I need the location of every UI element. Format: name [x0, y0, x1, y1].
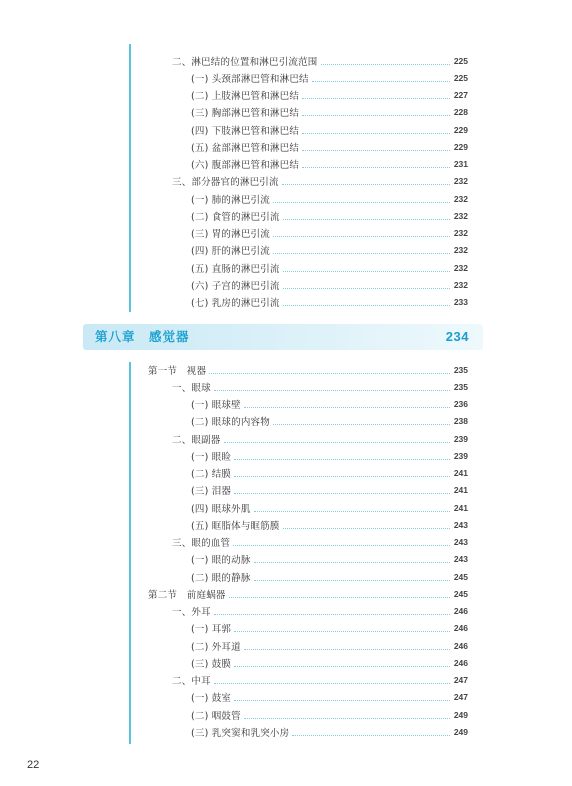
toc-entry-title: (二) 眼的静脉	[191, 572, 251, 584]
toc-entry[interactable]	[191, 138, 468, 155]
toc-entry-page-number: 239	[453, 450, 468, 461]
toc-entry-page-number: 228	[453, 107, 468, 118]
dot-leader	[234, 699, 450, 701]
toc-entry-title: (二) 咽鼓管	[191, 710, 241, 722]
toc-entry[interactable]	[191, 637, 468, 654]
dot-leader	[292, 734, 449, 736]
dot-leader	[283, 218, 450, 220]
toc-entry-page-number: 229	[453, 141, 468, 152]
top-section-marker-bar	[129, 44, 131, 312]
toc-entry-title: (五) 盆部淋巴管和淋巴结	[191, 142, 300, 154]
dot-leader	[209, 372, 450, 374]
toc-entry-title: (一) 肺的淋巴引流	[191, 194, 270, 206]
toc-entry-page-number: 249	[453, 726, 468, 737]
dot-leader	[282, 183, 450, 185]
dot-leader	[244, 648, 450, 650]
dot-leader	[302, 97, 450, 99]
toc-entry[interactable]	[172, 672, 468, 689]
toc-entry-title: 二、眼副器	[172, 434, 221, 446]
toc-entry-page-number: 232	[453, 262, 468, 273]
dot-leader	[273, 252, 450, 254]
chapter-title: 第八章 感觉器	[95, 329, 190, 344]
dot-leader	[214, 682, 450, 684]
toc-entry-title: (五) 直肠的淋巴引流	[191, 263, 280, 275]
dot-leader	[254, 579, 450, 581]
toc-entry[interactable]	[172, 534, 468, 551]
toc-entry-title: (七) 乳房的淋巴引流	[191, 298, 280, 309]
toc-entry-page-number: 232	[453, 228, 468, 238]
toc-entry-page-number: 232	[453, 279, 468, 290]
toc-entry[interactable]	[191, 620, 468, 637]
toc-entry[interactable]	[191, 276, 468, 293]
toc-entry[interactable]	[172, 52, 468, 69]
toc-entry-page-number: 247	[453, 675, 468, 685]
dot-leader	[273, 235, 450, 237]
toc-entry[interactable]	[148, 585, 468, 602]
dot-leader	[302, 114, 450, 116]
toc-entry-title: (三) 泪器	[191, 486, 232, 498]
toc-entry-page-number: 225	[453, 72, 468, 83]
dot-leader	[312, 80, 450, 82]
toc-entry[interactable]	[191, 225, 468, 242]
toc-entry-page-number: 246	[453, 606, 468, 616]
dot-leader	[302, 166, 450, 168]
toc-entry-page-number: 241	[453, 485, 468, 496]
toc-entry-title: (二) 上肢淋巴管和淋巴结	[191, 91, 300, 102]
toc-entry-title: (一) 耳郭	[191, 624, 232, 636]
toc-entry-title: (一) 眼睑	[191, 451, 232, 463]
toc-entry-title: (二) 结膜	[191, 469, 232, 480]
page-folio: 22	[27, 759, 40, 771]
dot-leader	[283, 304, 450, 306]
toc-entry-title: 二、中耳	[172, 676, 211, 687]
toc-entry[interactable]	[191, 207, 468, 224]
toc-entry-title: (四) 眼球外肌	[191, 503, 251, 515]
toc-entry-page-number: 243	[453, 537, 468, 547]
dot-leader	[302, 132, 450, 134]
toc-entry[interactable]	[191, 499, 468, 516]
toc-entry-page-number: 238	[453, 416, 468, 427]
dot-leader	[283, 287, 450, 289]
dot-leader	[214, 389, 450, 391]
toc-entry[interactable]	[172, 603, 468, 620]
dot-leader	[224, 441, 450, 443]
toc-entry-page-number: 243	[453, 519, 468, 530]
dot-leader	[234, 665, 450, 667]
toc-entry[interactable]	[191, 447, 468, 464]
toc-entry-page-number: 232	[453, 245, 468, 256]
toc-entry-page-number: 235	[453, 364, 468, 375]
dot-leader	[234, 492, 450, 494]
toc-entry-title: (一) 头颈部淋巴管和淋巴结	[191, 73, 309, 85]
toc-entry[interactable]	[191, 551, 468, 568]
toc-entry-title: (三) 胃的淋巴引流	[191, 229, 270, 240]
toc-entry-page-number: 232	[453, 176, 468, 187]
bottom-section-marker-bar	[129, 362, 131, 744]
toc-entry[interactable]	[191, 568, 468, 585]
dot-leader	[214, 613, 450, 615]
toc-entry-page-number: 245	[453, 588, 468, 599]
dot-leader	[283, 270, 450, 272]
toc-entry-title: (三) 乳突窦和乳突小房	[191, 727, 290, 739]
dot-leader	[273, 201, 450, 203]
toc-entry[interactable]	[191, 516, 468, 533]
toc-entry-title: (二) 眼球的内容物	[191, 417, 270, 429]
toc-entry-title: (一) 眼球壁	[191, 400, 241, 411]
toc-entry-title: (二) 食管的淋巴引流	[191, 211, 280, 223]
dot-leader	[229, 596, 450, 598]
toc-entry[interactable]	[191, 413, 468, 430]
toc-entry-page-number: 243	[453, 554, 468, 565]
dot-leader	[254, 561, 450, 563]
dot-leader	[321, 63, 450, 65]
toc-entry[interactable]	[191, 723, 468, 740]
dot-leader	[283, 527, 450, 529]
toc-entry[interactable]	[191, 87, 468, 104]
toc-entry-page-number: 246	[453, 640, 468, 651]
toc-entry[interactable]	[191, 482, 468, 499]
toc-entry-title: 一、外耳	[172, 607, 211, 618]
toc-entry[interactable]	[191, 242, 468, 259]
toc-entry[interactable]	[191, 121, 468, 138]
toc-entry-title: 三、眼的血管	[172, 538, 231, 549]
toc-entry-title: (一) 鼓室	[191, 693, 232, 705]
dot-leader	[244, 406, 450, 408]
toc-entry[interactable]	[191, 465, 468, 482]
toc-entry-page-number: 246	[453, 623, 468, 634]
toc-entry[interactable]	[148, 361, 468, 378]
toc-entry-page-number: 227	[453, 90, 468, 100]
dot-leader	[254, 510, 450, 512]
toc-entry-page-number: 241	[453, 502, 468, 513]
toc-entry-page-number: 247	[453, 692, 468, 703]
toc-entry-title: (二) 外耳道	[191, 641, 241, 653]
dot-leader	[302, 149, 450, 151]
toc-entry-page-number: 239	[453, 433, 468, 444]
toc-entry-title: (三) 鼓膜	[191, 658, 232, 670]
toc-entry-title: 第二节 前庭蜗器	[148, 589, 226, 601]
toc-entry-title: (四) 下肢淋巴管和淋巴结	[191, 125, 300, 137]
toc-entry-page-number: 249	[453, 709, 468, 720]
toc-entry[interactable]	[191, 689, 468, 706]
toc-entry[interactable]	[191, 104, 468, 121]
toc-entry-page-number: 236	[453, 399, 468, 409]
toc-entry[interactable]	[191, 294, 468, 311]
toc-entry[interactable]	[191, 69, 468, 86]
toc-entry[interactable]	[191, 259, 468, 276]
toc-entry-title: (四) 肝的淋巴引流	[191, 246, 270, 258]
dot-leader	[244, 717, 450, 719]
dot-leader	[234, 630, 450, 632]
toc-entry-page-number: 232	[453, 193, 468, 204]
dot-leader	[234, 458, 450, 460]
toc-entry[interactable]	[191, 156, 468, 173]
toc-entry-page-number: 235	[453, 381, 468, 392]
chapter-heading-bar[interactable]	[83, 324, 483, 350]
toc-entry-page-number: 225	[453, 55, 468, 66]
toc-entry-title: (六) 子宫的淋巴引流	[191, 280, 280, 292]
toc-entry-page-number: 246	[453, 657, 468, 668]
dot-leader	[234, 475, 450, 477]
toc-entry-title: 二、淋巴结的位置和淋巴引流范围	[172, 56, 318, 68]
toc-entry[interactable]	[191, 190, 468, 207]
toc-entry-title: (一) 眼的动脉	[191, 555, 251, 567]
toc-entry-page-number: 231	[453, 159, 468, 169]
toc-entry-page-number: 232	[453, 210, 468, 221]
toc-entry-title: (三) 胸部淋巴管和淋巴结	[191, 108, 300, 120]
toc-entry-page-number: 229	[453, 124, 468, 135]
toc-entry-page-number: 233	[453, 297, 468, 307]
toc-entry-title: (五) 眶脂体与眶筋膜	[191, 520, 280, 532]
toc-entry[interactable]	[191, 706, 468, 723]
toc-entry-title: 第一节 视器	[148, 365, 207, 377]
toc-entry-page-number: 245	[453, 571, 468, 582]
toc-entry-page-number: 241	[453, 468, 468, 478]
toc-entry[interactable]	[191, 654, 468, 671]
dot-leader	[233, 544, 450, 546]
dot-leader	[273, 423, 450, 425]
toc-entry-title: 一、眼球	[172, 382, 211, 394]
toc-entry[interactable]	[172, 430, 468, 447]
toc-entry-title: 三、部分器官的淋巴引流	[172, 177, 279, 189]
toc-entry[interactable]	[172, 173, 468, 190]
toc-entry[interactable]	[191, 396, 468, 413]
chapter-page-number: 234	[445, 329, 469, 344]
toc-entry-title: (六) 腹部淋巴管和淋巴结	[191, 160, 300, 171]
toc-entry[interactable]	[172, 378, 468, 395]
